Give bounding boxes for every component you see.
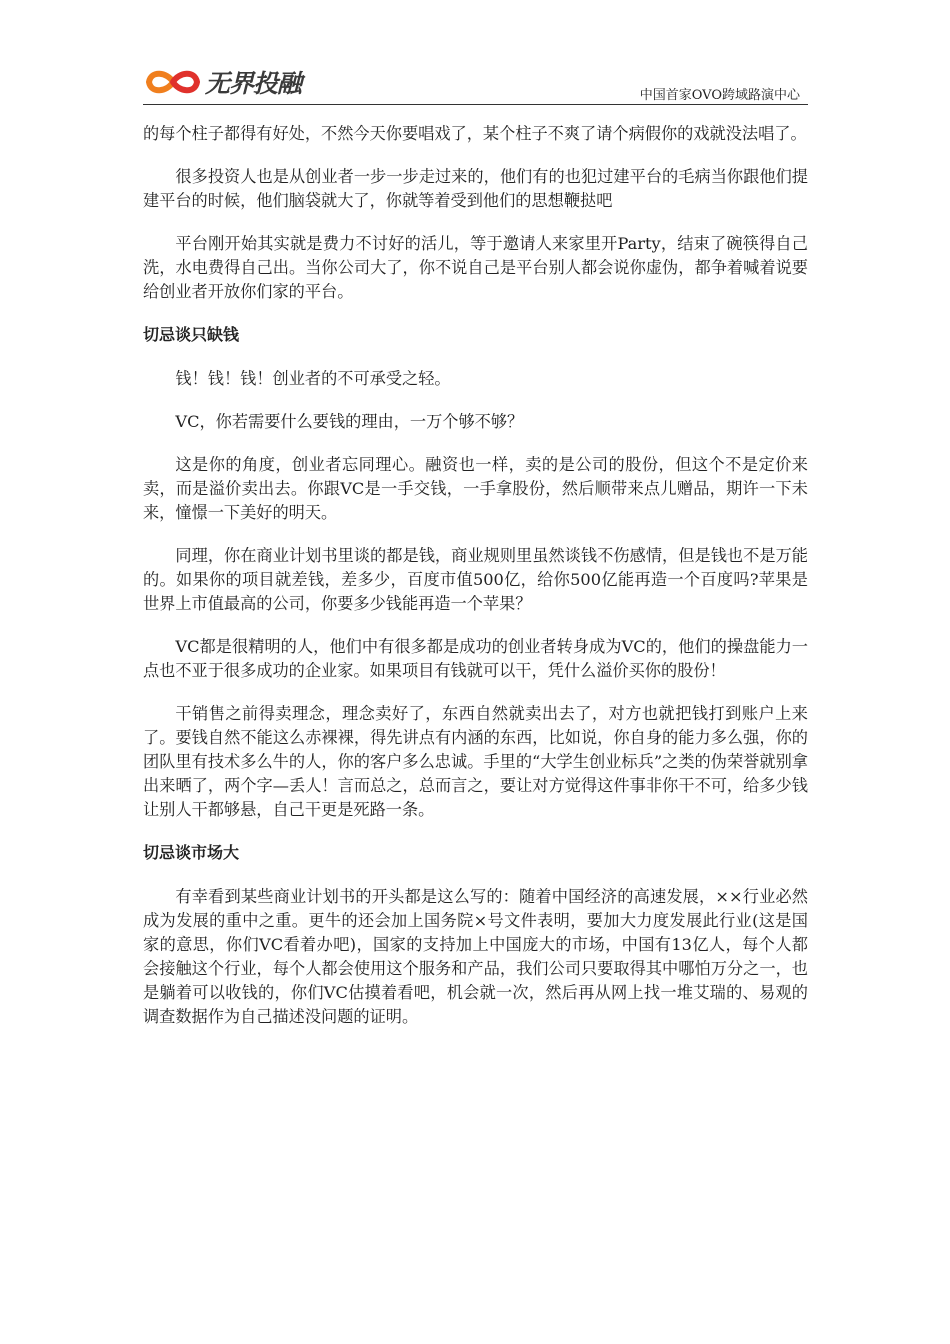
paragraph-market-1: 有幸看到某些商业计划书的开头都是这么写的：随着中国经济的高速发展，××行业必然成为发展的重中之重。更牛的还会加上国务院×号文件表明，要加大力度发展此行业(这是国家的意思，你们VC看着办吧)，国家的支持加上中国庞大的市场，中国有13亿人，每个人都会接触这个行业，每个人都会使用这个服务和产品，我们公司只要取得其中哪怕万分之一，也是躺着可以收钱的，你们VC估摸着看吧，机会就一次，然后再从网上找一堆艾瑞的、易观的调查数据作为自己描述没问题的证明。 bbox=[143, 887, 808, 1026]
document-body bbox=[143, 122, 808, 1048]
paragraph-platform: 平台刚开始其实就是费力不讨好的活儿，等于邀请人来家里开Party，结束了碗筷得自己洗，水电费得自己出。当你公司大了，你不说自己是平台别人都会说你虚伪，都争着喊着说要给创业者开放你们家的平台。 bbox=[143, 234, 808, 301]
paragraph-investors: 很多投资人也是从创业者一步一步走过来的，他们有的也犯过建平台的毛病当你跟他们提建平台的时候，他们脑袋就大了，你就等着受到他们的思想鞭挞吧 bbox=[143, 167, 808, 210]
header-divider bbox=[143, 104, 808, 105]
logo-text: 无界投融 bbox=[205, 69, 302, 98]
paragraph-money-1: 钱！钱！钱！创业者的不可承受之轻。 bbox=[175, 369, 451, 388]
heading-market: 切忌谈市场大 bbox=[143, 843, 240, 862]
paragraph-money-2: VC，你若需要什么要钱的理由，一万个够不够？ bbox=[175, 412, 524, 431]
paragraph-money-6: 干销售之前得卖理念，理念卖好了，东西自然就卖出去了，对方也就把钱打到账户上来了。要钱自然不能这么赤裸裸，得先讲点有内涵的东西，比如说，你自身的能力多么强，你的团队里有技术多么牛的人，你的客户多么忠诚。手里的“大学生创业标兵”之类的伪荣誉就别拿出来晒了，两个字—丢人！言而总之，总而言之，要让对方觉得这件事非你干不可，给多少钱让别人干都够悬，自己干更是死路一条。 bbox=[143, 704, 808, 819]
header-tagline: 中国首家OVO跨域路演中心 bbox=[639, 88, 800, 103]
page-header bbox=[143, 62, 808, 107]
logo bbox=[143, 62, 301, 102]
heading-money: 切忌谈只缺钱 bbox=[143, 325, 240, 344]
paragraph-money-4: 同理，你在商业计划书里谈的都是钱，商业规则里虽然谈钱不伤感情，但是钱也不是万能的。如果你的项目就差钱，差多少，百度市值500亿，给你500亿能再造一个百度吗?苹果是世界上市值最高的公司，你要多少钱能再造一个苹果？ bbox=[143, 546, 808, 613]
paragraph-money-3: 这是你的角度，创业者忘同理心。融资也一样，卖的是公司的股份，但这个不是定价来卖，而是溢价卖出去。你跟VC是一手交钱，一手拿股份，然后顺带来点儿赠品，期许一下未来，憧憬一下美好的明天。 bbox=[143, 455, 808, 522]
infinity-logo-icon bbox=[143, 66, 203, 98]
paragraph-money-5: VC都是很精明的人，他们中有很多都是成功的创业者转身成为VC的，他们的操盘能力一点也不亚于很多成功的企业家。如果项目有钱就可以干，凭什么溢价买你的股份！ bbox=[143, 637, 808, 680]
paragraph-continuation: 的每个柱子都得有好处，不然今天你要唱戏了，某个柱子不爽了请个病假你的戏就没法唱了。 bbox=[143, 124, 807, 143]
